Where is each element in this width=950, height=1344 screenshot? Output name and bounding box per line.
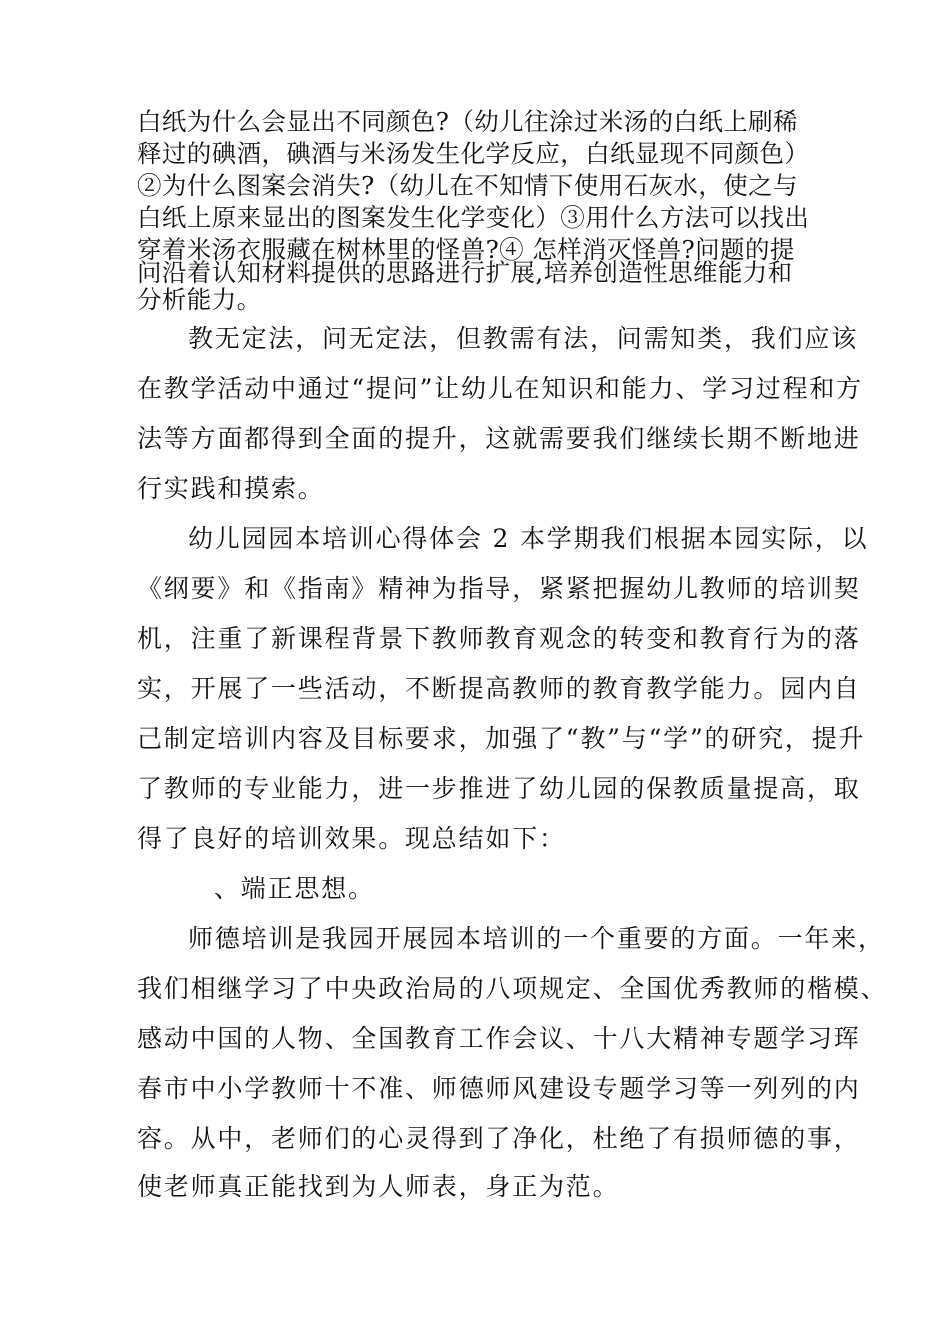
- text-line: 在教学活动中通过“提问”让幼儿在知识和能力、学习过程和方: [137, 374, 863, 403]
- text-line: 使老师真正能找到为人师表，身正为范。: [137, 1172, 620, 1201]
- text-line: 感动中国的人物、全国教育工作会议、十八大精神专题学习珲: [137, 1024, 861, 1053]
- text-line: 春市中小学教师十不准、师德师风建设专题学习等一列列的内: [137, 1074, 861, 1103]
- text-line: 白纸上原来显出的图案发生化学变化）③用什么方法可以找出: [137, 203, 810, 232]
- text-line: 法等方面都得到全面的提升，这就需要我们继续长期不断地进: [137, 424, 861, 453]
- text-line: 容。从中，老师们的心灵得到了净化，杜绝了有损师德的事，: [137, 1124, 861, 1153]
- paragraph-first-line: 教无定法，问无定法，但教需有法，问需知类，我们应该: [188, 324, 859, 353]
- text-line: 穿着米汤衣服藏在树林里的怪兽?④ 怎样消灭怪兽?问题的提: [137, 235, 795, 264]
- paragraph-first-line: 幼儿园园本培训心得体会 2 本学期我们根据本园实际，以: [188, 524, 869, 553]
- text-line: 得了良好的培训效果。现总结如下：: [137, 824, 566, 853]
- text-line: 实，开展了一些活动，不断提高教师的教育教学能力。园内自: [137, 674, 861, 703]
- paragraph-first-line: 师德培训是我园开展园本培训的一个重要的方面。一年来，: [188, 924, 885, 953]
- text-line: 我们相继学习了中央政治局的八项规定、全国优秀教师的楷模、: [137, 974, 888, 1003]
- text-line: 白纸为什么会显出不同颜色?（幼儿往涂过米汤的白纸上刷稀: [137, 107, 798, 136]
- text-line: 问沿着认知材料提供的思路进行扩展,培养创造性思维能力和: [137, 258, 793, 287]
- text-line: 分析能力。: [137, 285, 262, 314]
- text-line: 释过的碘酒，碘酒与米汤发生化学反应，白纸显现不同颜色）: [137, 139, 810, 168]
- text-line: 机，注重了新课程背景下教师教育观念的转变和教育行为的落: [137, 624, 861, 653]
- text-line: 了教师的专业能力，进一步推进了幼儿园的保教质量提高，取: [137, 774, 861, 803]
- section-heading: 、端正思想。: [214, 874, 375, 903]
- text-line: 《纲要》和《指南》精神为指导，紧紧把握幼儿教师的培训契: [137, 574, 861, 603]
- text-line: 己制定培训内容及目标要求，加强了“教”与“学”的研究，提升: [137, 724, 866, 753]
- text-line: ②为什么图案会消失?（幼儿在不知情下使用石灰水，使之与: [137, 171, 798, 200]
- text-line: 行实践和摸索。: [137, 474, 325, 503]
